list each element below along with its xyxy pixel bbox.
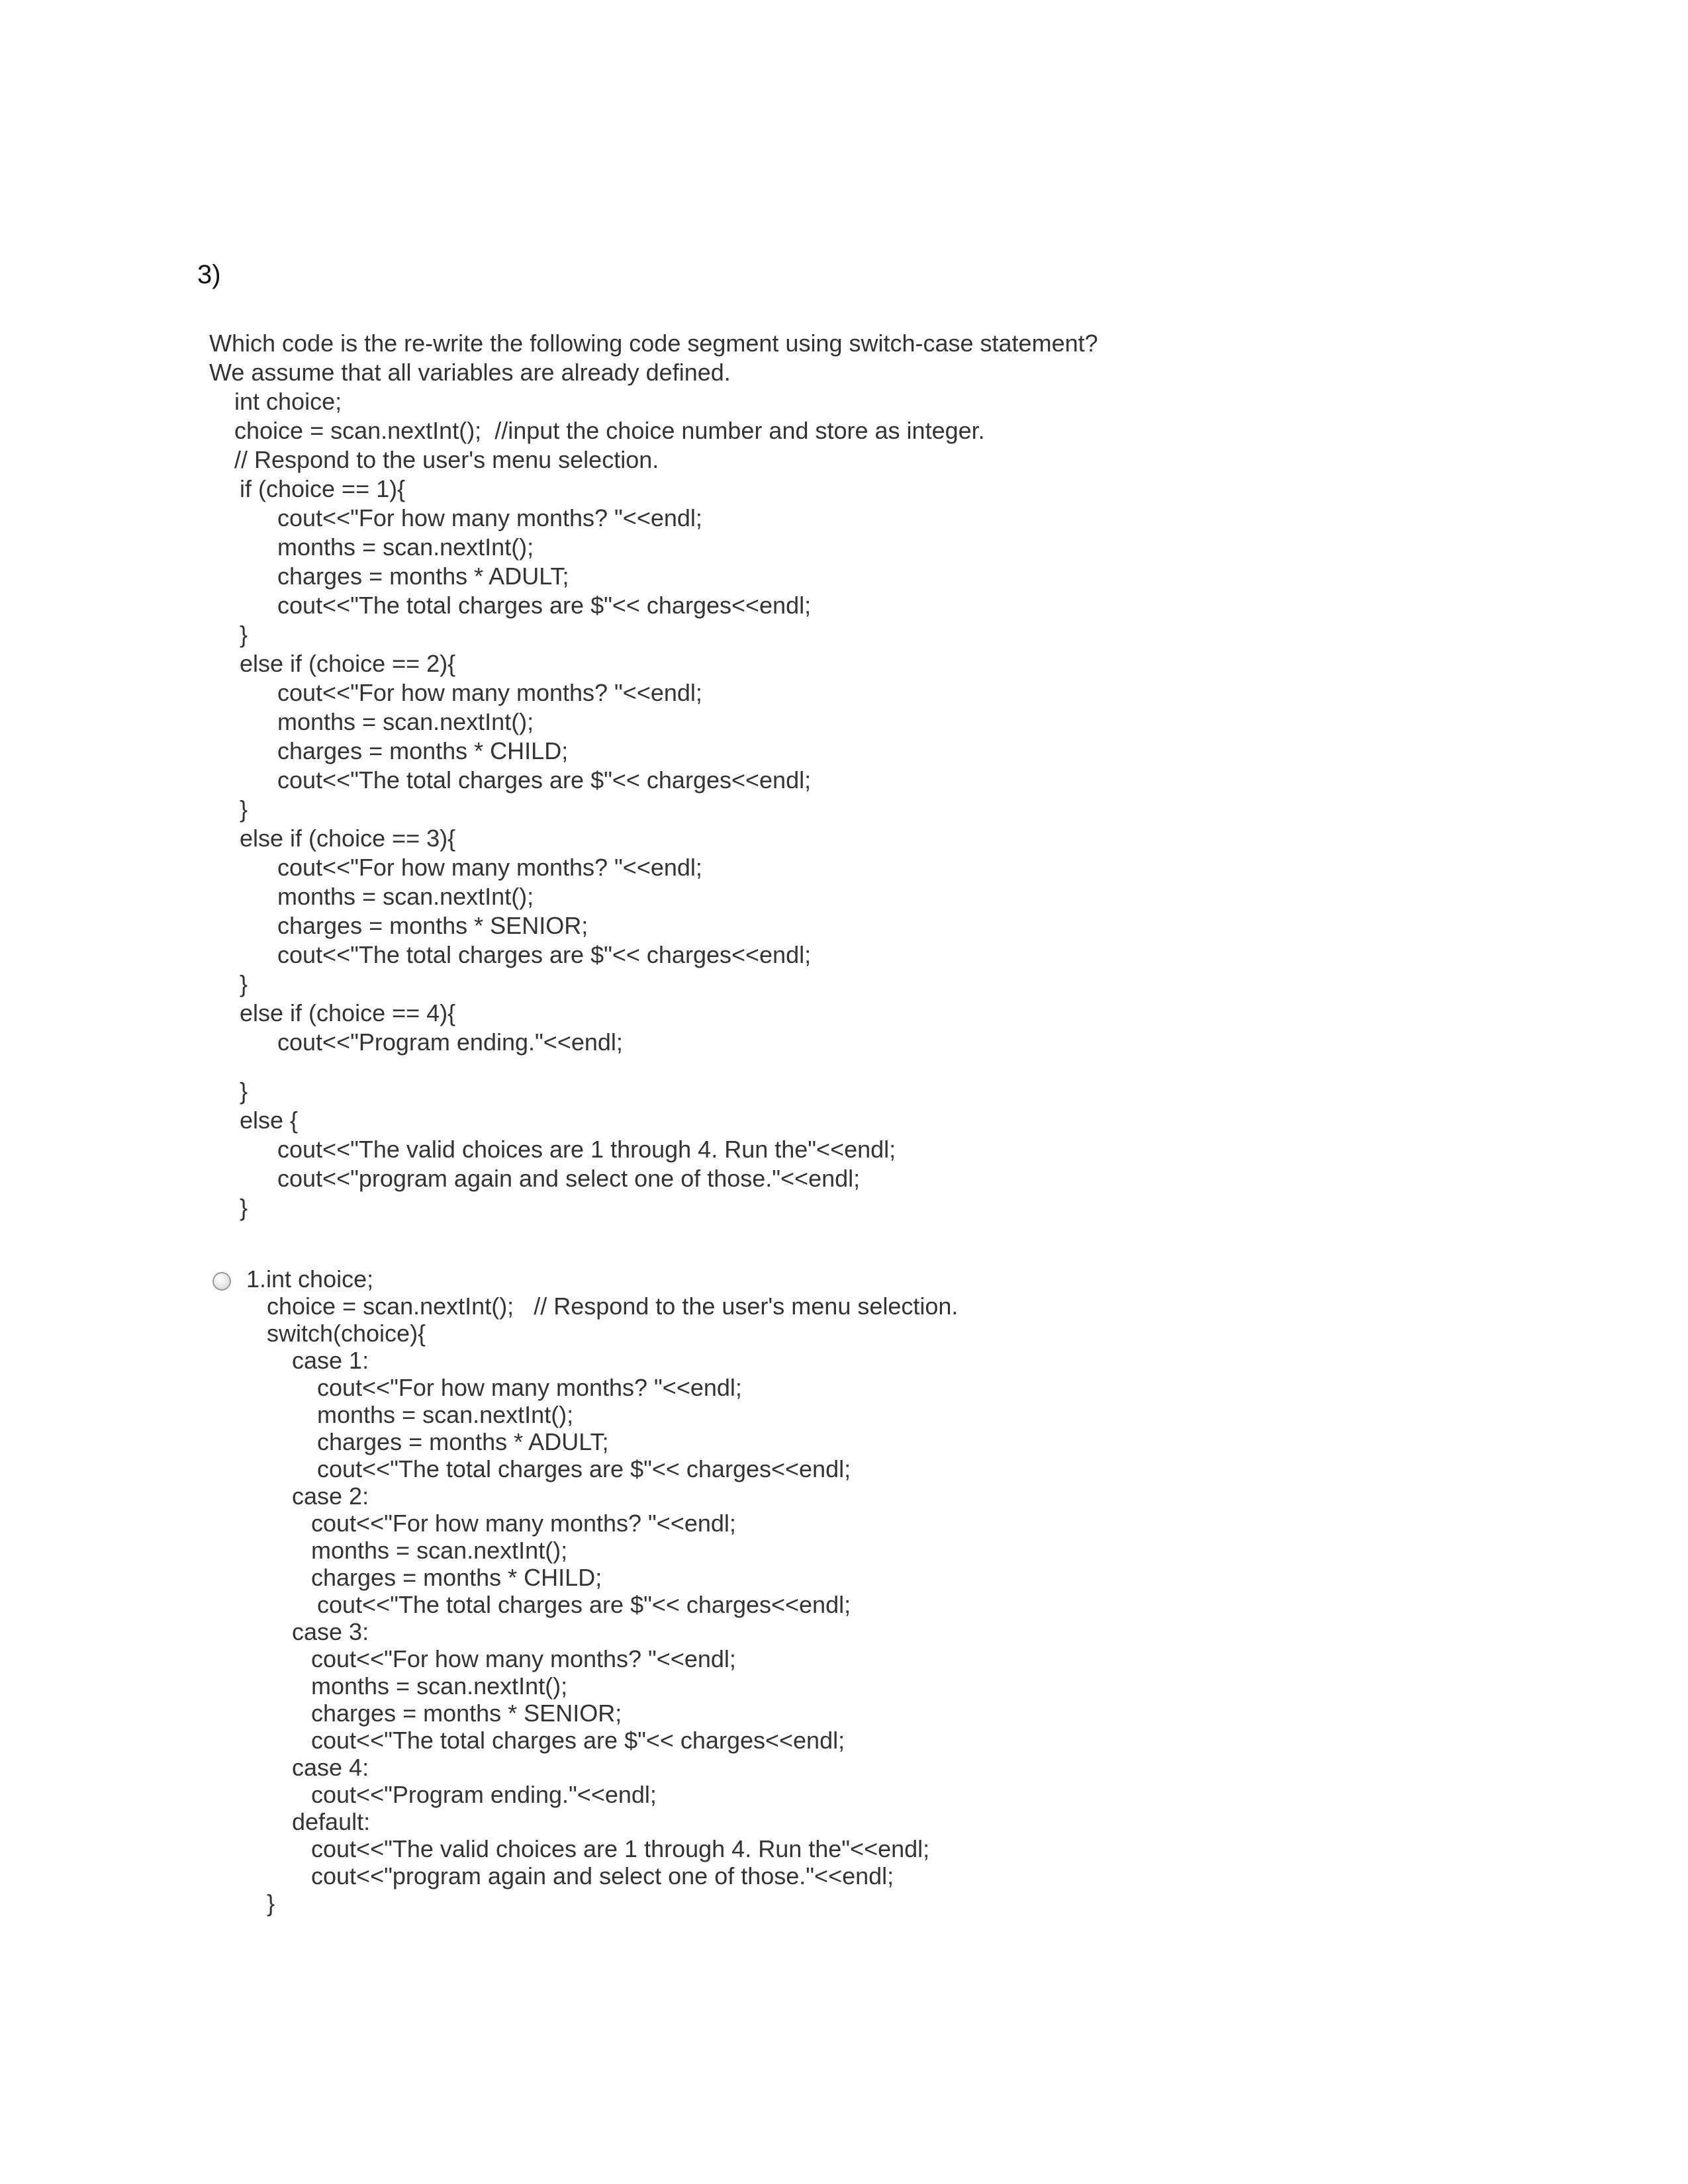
option-line: cout<<"Program ending."<<endl; xyxy=(311,1781,657,1808)
code-line: months = scan.nextInt(); xyxy=(277,708,534,735)
code-line: cout<<"The total charges are $"<< charges<<endl; xyxy=(277,592,812,619)
code-line: int choice; xyxy=(234,388,342,415)
code-line: else if (choice == 2){ xyxy=(240,650,456,677)
code-line: months = scan.nextInt(); xyxy=(277,533,534,561)
code-line: } xyxy=(240,1194,248,1221)
question-assumption: We assume that all variables are already defined. xyxy=(209,359,731,386)
code-line: cout<<"The total charges are $"<< charges<<endl; xyxy=(277,766,812,794)
option-line: cout<<"The valid choices are 1 through 4. Run the"<<endl; xyxy=(311,1835,930,1862)
code-line: charges = months * CHILD; xyxy=(277,737,569,764)
option-line: cout<<"For how many months? "<<endl; xyxy=(311,1510,736,1537)
option-line: choice = scan.nextInt(); // Respond to the user's menu selection. xyxy=(267,1293,959,1320)
option-line: charges = months * SENIOR; xyxy=(311,1700,622,1727)
option-line: } xyxy=(267,1889,275,1917)
code-line: choice = scan.nextInt(); //input the choice number and store as integer. xyxy=(234,417,985,444)
code-line: cout<<"The total charges are $"<< charges<<endl; xyxy=(277,941,812,968)
code-line: else if (choice == 4){ xyxy=(240,999,456,1026)
code-line: charges = months * SENIOR; xyxy=(277,912,588,939)
code-line: cout<<"For how many months? "<<endl; xyxy=(277,679,702,706)
code-line: cout<<"For how many months? "<<endl; xyxy=(277,854,702,881)
option-line: 1.int choice; xyxy=(246,1265,374,1293)
option-line: case 2: xyxy=(292,1482,369,1510)
option-line: case 3: xyxy=(292,1618,369,1645)
option-line: cout<<"The total charges are $"<< charges<<endl; xyxy=(317,1591,851,1618)
code-line: else { xyxy=(240,1107,299,1134)
option-1-radio[interactable] xyxy=(212,1272,231,1291)
code-line: else if (choice == 3){ xyxy=(240,825,456,852)
option-line: charges = months * CHILD; xyxy=(311,1564,602,1591)
option-line: cout<<"For how many months? "<<endl; xyxy=(311,1645,736,1672)
option-line: months = scan.nextInt(); xyxy=(317,1401,574,1428)
option-line: cout<<"The total charges are $"<< charges<<endl; xyxy=(317,1455,851,1482)
code-line: charges = months * ADULT; xyxy=(277,563,569,590)
code-line: } xyxy=(240,621,248,648)
code-line: } xyxy=(240,970,248,997)
option-line: switch(choice){ xyxy=(267,1320,426,1347)
option-line: cout<<"For how many months? "<<endl; xyxy=(317,1374,742,1401)
option-line: default: xyxy=(292,1808,371,1835)
code-line: cout<<"For how many months? "<<endl; xyxy=(277,504,702,531)
option-line: case 4: xyxy=(292,1754,369,1781)
code-line: if (choice == 1){ xyxy=(240,475,406,502)
option-line: cout<<"The total charges are $"<< charges<<endl; xyxy=(311,1727,845,1754)
option-line: cout<<"program again and select one of those."<<endl; xyxy=(311,1862,894,1889)
option-line: months = scan.nextInt(); xyxy=(311,1672,568,1700)
option-line: charges = months * ADULT; xyxy=(317,1428,609,1455)
option-line: months = scan.nextInt(); xyxy=(311,1537,568,1564)
question-prompt: Which code is the re-write the following code segment using switch-case statement? xyxy=(209,330,1098,357)
code-line: // Respond to the user's menu selection. xyxy=(234,446,659,473)
option-line: case 1: xyxy=(292,1347,369,1374)
code-line: months = scan.nextInt(); xyxy=(277,883,534,910)
code-line: cout<<"The valid choices are 1 through 4. Run the"<<endl; xyxy=(277,1136,896,1163)
code-line: cout<<"program again and select one of those."<<endl; xyxy=(277,1165,861,1192)
question-number: 3) xyxy=(197,260,221,289)
code-line: } xyxy=(240,796,248,823)
code-line: cout<<"Program ending."<<endl; xyxy=(277,1028,623,1056)
code-line: } xyxy=(240,1077,248,1105)
